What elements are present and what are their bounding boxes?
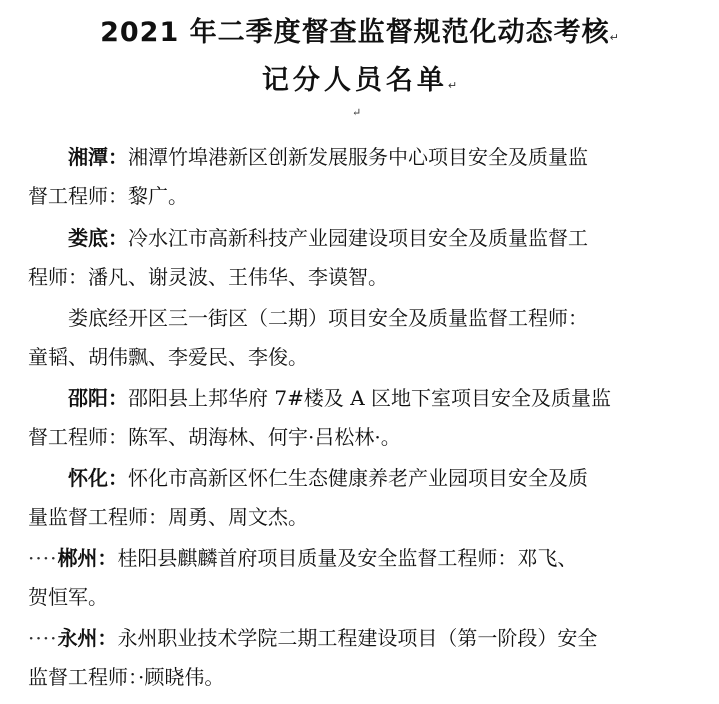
entry-loudi-2-line-2	[28, 344, 308, 370]
entry-text: 程师：潘凡、谢灵波、王伟华、李谟智。	[28, 265, 388, 289]
city-label: 怀化：	[68, 466, 128, 490]
entry-loudi-2-line-1	[68, 305, 588, 331]
entry-text: 督工程师：陈军、胡海林、何宇·吕松林·。	[28, 425, 401, 449]
city-label: 邵阳：	[68, 386, 128, 410]
entry-loudi-line-2	[28, 264, 388, 290]
blank-line-mark: ↵	[352, 106, 362, 119]
entry-chenzhou-line-1	[28, 545, 577, 571]
entry-text: 桂阳县麒麟首府项目质量及安全监督工程师：邓飞、	[117, 546, 578, 570]
entry-text: 督工程师：黎广。	[28, 184, 188, 208]
title-text-2: 记分人员名单	[261, 65, 448, 96]
entry-text: 童韬、胡伟飘、李爱民、李俊。	[28, 345, 308, 369]
entry-text: 怀化市高新区怀仁生态健康养老产业园项目安全及质	[128, 466, 588, 490]
paragraph-mark: ↵	[447, 79, 458, 92]
entry-yongzhou-line-1	[28, 625, 597, 651]
entry-chenzhou-line-2	[28, 584, 108, 610]
paragraph-mark: ↵	[609, 31, 619, 44]
entry-shaoyang-line-2	[28, 424, 401, 450]
leading-dots: ····	[28, 546, 58, 570]
city-label: 郴州：	[57, 546, 118, 570]
entry-text: 湘潭竹埠港新区创新发展服务中心项目安全及质量监	[128, 145, 588, 169]
entry-xiangtan-line-1	[68, 144, 588, 170]
title-line-2	[0, 58, 719, 97]
title-line-1	[0, 10, 719, 49]
title-text-1: 2021 年二季度督查监督规范化动态考核	[100, 17, 610, 48]
entry-text: 邵阳县上邦华府 7#楼及 A 区地下室项目安全及质量监	[128, 386, 611, 410]
entry-text: 贺恒军。	[28, 585, 108, 609]
entry-text: 娄底经开区三一街区（二期）项目安全及质量监督工程师：	[68, 306, 588, 330]
city-label: 永州：	[57, 626, 118, 650]
city-label: 湘潭：	[68, 145, 128, 169]
city-label: 娄底：	[68, 226, 128, 250]
entry-huaihua-line-1	[68, 465, 588, 491]
entry-text: 量监督工程师：周勇、周文杰。	[28, 505, 308, 529]
entry-shaoyang-line-1	[68, 385, 611, 411]
leading-dots: ····	[28, 626, 58, 650]
entry-huaihua-line-2	[28, 504, 308, 530]
entry-yongzhou-line-2	[28, 664, 224, 690]
entry-text: 永州职业技术学院二期工程建设项目（第一阶段）安全	[117, 626, 598, 650]
entry-text: 监督工程师：·顾晓伟。	[28, 665, 225, 689]
entry-text: 冷水江市高新科技产业园建设项目安全及质量监督工	[128, 226, 588, 250]
entry-xiangtan-line-2	[28, 183, 188, 209]
entry-loudi-line-1	[68, 225, 588, 251]
